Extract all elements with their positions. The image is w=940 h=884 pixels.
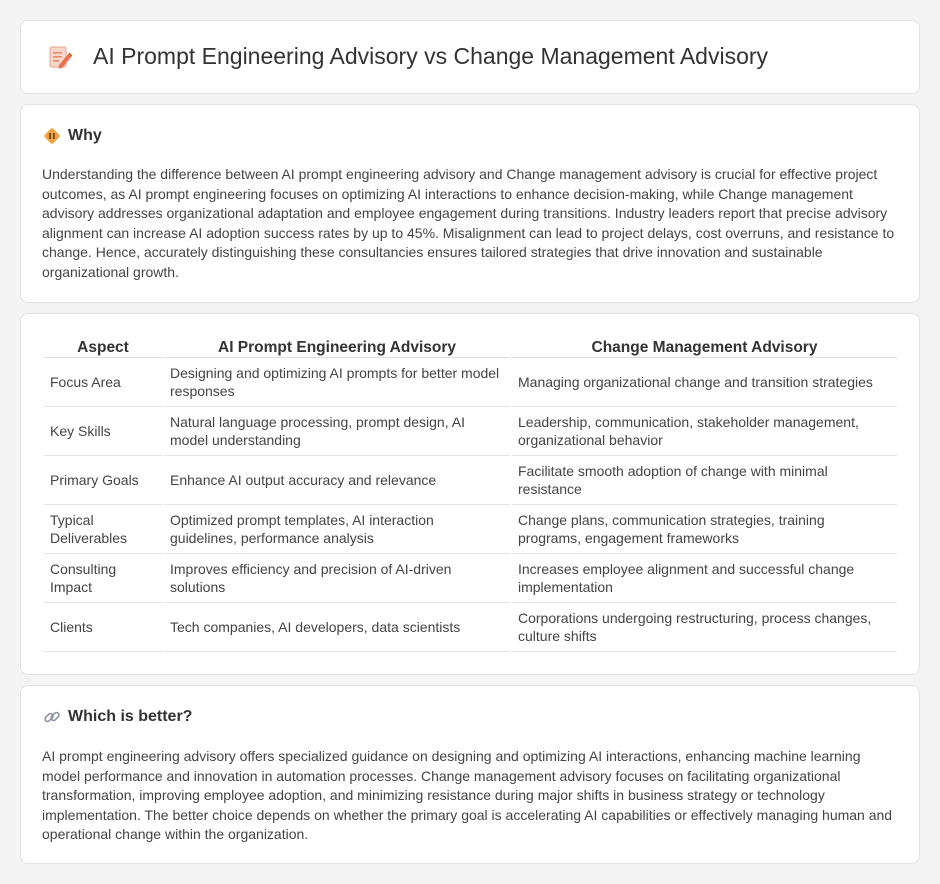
- link-icon: [43, 708, 61, 726]
- table-header-row: [44, 336, 897, 358]
- better-title: Which is better?: [68, 708, 193, 725]
- page-title: AI Prompt Engineering Advisory vs Change Management Advisory: [93, 43, 769, 69]
- table-row: [44, 505, 897, 554]
- better-heading: [43, 708, 192, 726]
- better-text: AI prompt engineering advisory offers specialized guidance on designing and optimizing AI interactions, enhancing machine learning model performance and innovation in automation processes. Change management advisory focuses on facilitating organizational transformation, improving employee adoption, and minimizing resistance during major shifts in business strategy or technology implementation. The better choice depends on whether the primary goal is accelerating AI capabilities or effectively managing human and operational change within the organization.: [42, 748, 893, 842]
- comparison-table: [42, 336, 899, 652]
- aspect-cell: Clients: [44, 603, 162, 652]
- aspect-cell: Consulting Impact: [44, 554, 162, 603]
- table-row: [44, 603, 897, 652]
- change-management-cell: Facilitate smooth adoption of change with minimal resistance: [512, 456, 897, 505]
- change-management-cell: Managing organizational change and transition strategies: [512, 358, 897, 407]
- diamond-warning-icon: [43, 127, 61, 145]
- table-row: [44, 456, 897, 505]
- aspect-cell: Typical Deliverables: [44, 505, 162, 554]
- table-row: [44, 407, 897, 456]
- change-management-cell: Increases employee alignment and successful change implementation: [512, 554, 897, 603]
- header-card: [20, 20, 920, 94]
- aspect-cell: Focus Area: [44, 358, 162, 407]
- table-row: [44, 554, 897, 603]
- comparison-card: [20, 313, 920, 675]
- change-management-cell: Leadership, communication, stakeholder management, organizational behavior: [512, 407, 897, 456]
- why-text: Understanding the difference between AI prompt engineering advisory and Change management advisory is crucial for effective project outcomes, as AI prompt engineering focuses on optimizing AI interactions to enhance decision-making, while Change management advisory addresses organizational adaptation and employee engagement during transitions. Industry leaders report that precise advisory alignment can increase AI adoption success rates by up to 45%. Misalignment can lead to project delays, cost overruns, and resistance to change. Hence, accurately distinguishing these consultancies ensures tailored strategies that drive innovation and sustainable organizational growth.: [42, 166, 895, 280]
- aspect-cell: Key Skills: [44, 407, 162, 456]
- better-card: [20, 685, 920, 864]
- header-row: [47, 43, 768, 70]
- header-aspect: Aspect: [44, 336, 162, 358]
- ai-prompt-cell: Tech companies, AI developers, data scientists: [164, 603, 510, 652]
- ai-prompt-cell: Designing and optimizing AI prompts for better model responses: [164, 358, 510, 407]
- table-row: [44, 358, 897, 407]
- change-management-cell: Corporations undergoing restructuring, process changes, culture shifts: [512, 603, 897, 652]
- ai-prompt-cell: Enhance AI output accuracy and relevance: [164, 456, 510, 505]
- ai-prompt-cell: Improves efficiency and precision of AI-driven solutions: [164, 554, 510, 603]
- ai-prompt-cell: Optimized prompt templates, AI interaction guidelines, performance analysis: [164, 505, 510, 554]
- header-change-management: Change Management Advisory: [512, 336, 897, 358]
- pencil-paper-icon: [47, 44, 73, 70]
- why-heading: [43, 127, 102, 145]
- why-card: [20, 104, 920, 303]
- why-title: Why: [68, 127, 102, 144]
- ai-prompt-cell: Natural language processing, prompt design, AI model understanding: [164, 407, 510, 456]
- header-ai-prompt: AI Prompt Engineering Advisory: [164, 336, 510, 358]
- change-management-cell: Change plans, communication strategies, training programs, engagement frameworks: [512, 505, 897, 554]
- aspect-cell: Primary Goals: [44, 456, 162, 505]
